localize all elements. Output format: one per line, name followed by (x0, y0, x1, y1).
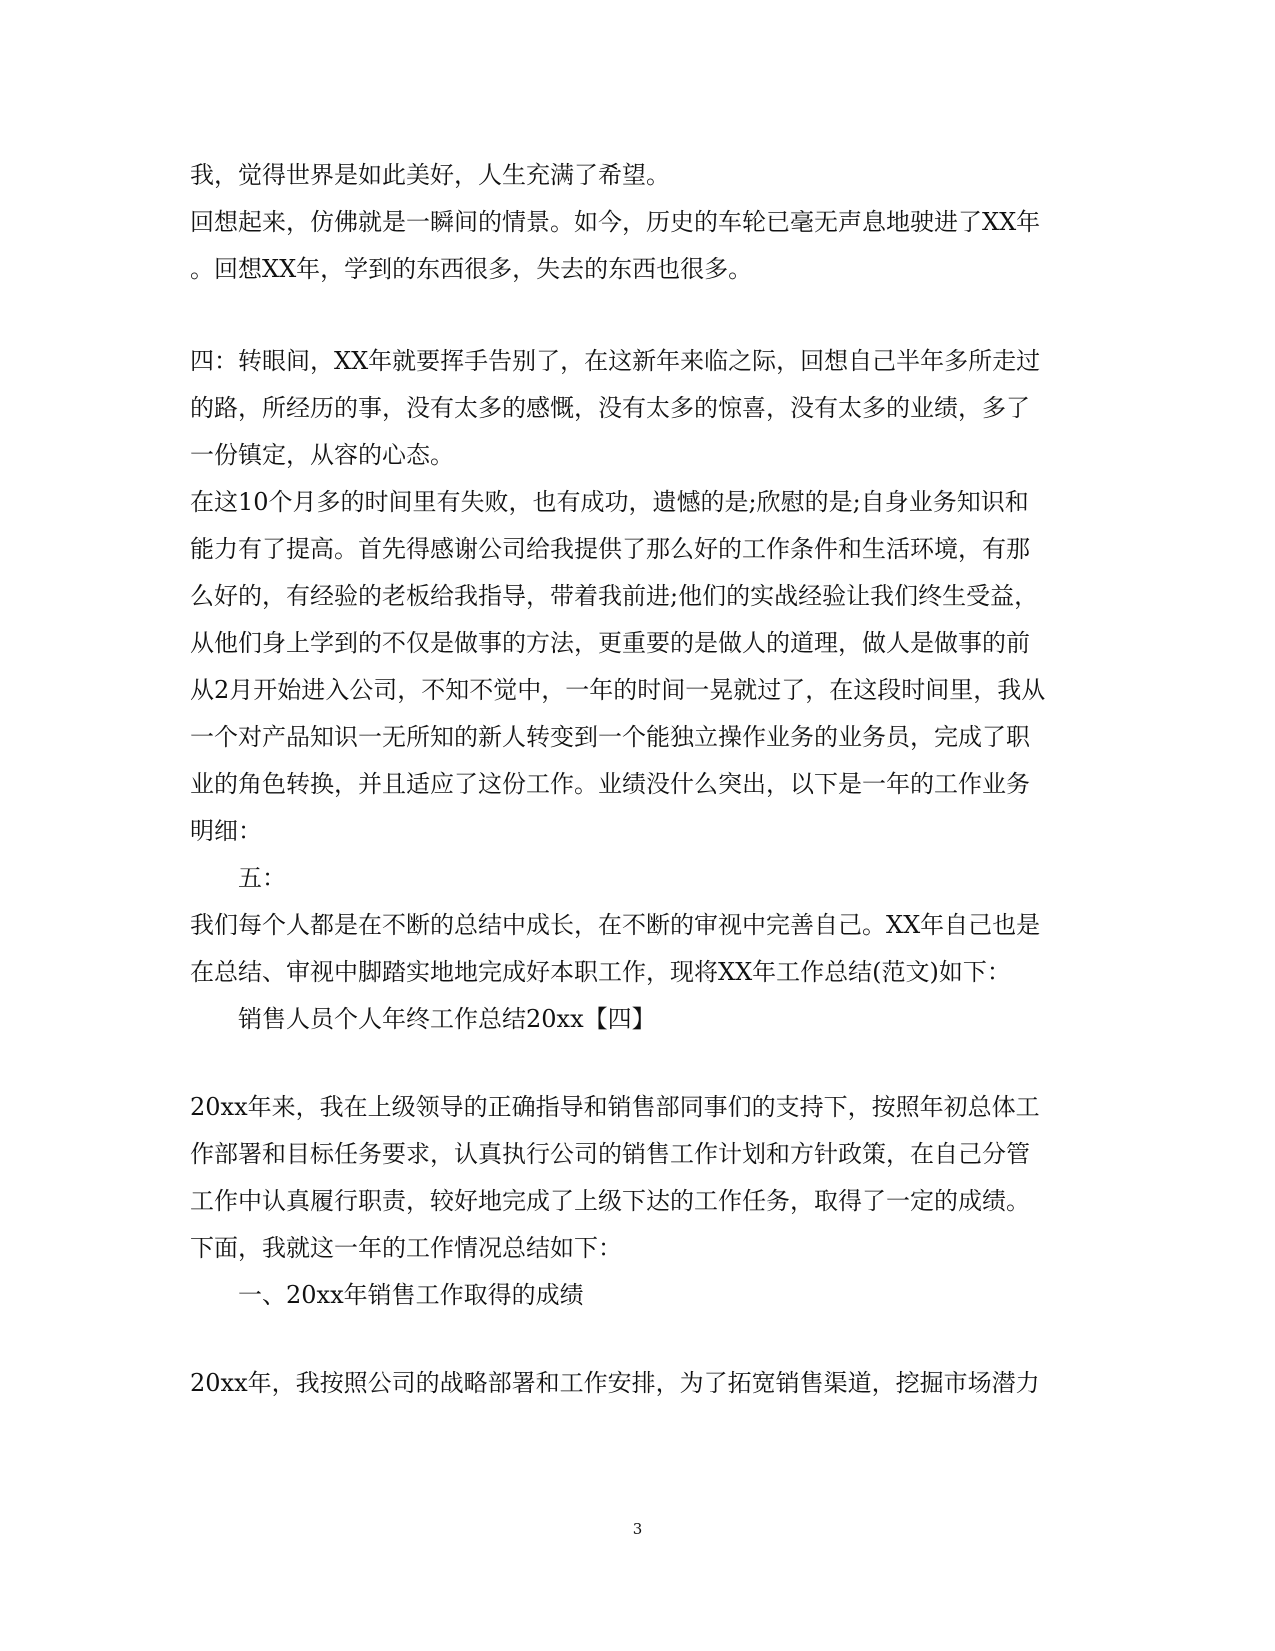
section-heading-5: 五： (238, 864, 286, 892)
text-line: 20xx年，我按照公司的战略部署和工作安排，为了拓宽销售渠道，挖掘市场潜力 (190, 1369, 1040, 1397)
text-line: 一份镇定，从容的心态。 (190, 441, 454, 469)
section-heading-4: 四：转眼间，XX年就要挥手告别了，在这新年来临之际，回想自己半年多所走过 (190, 347, 1041, 375)
page-number: 3 (632, 1520, 643, 1538)
article-title: 销售人员个人年终工作总结20xx【四】 (238, 1005, 656, 1033)
text-line: 能力有了提高。首先得感谢公司给我提供了那么好的工作条件和生活环境，有那 (190, 535, 1030, 563)
text-line: 20xx年来，我在上级领导的正确指导和销售部同事们的支持下，按照年初总体工 (190, 1093, 1040, 1121)
text-line: 一个对产品知识一无所知的新人转变到一个能独立操作业务的业务员，完成了职 (190, 723, 1030, 751)
text-line: 么好的，有经验的老板给我指导，带着我前进;他们的实战经验让我们终生受益， (190, 582, 1039, 610)
text-line: 的路，所经历的事，没有太多的感慨，没有太多的惊喜，没有太多的业绩，多了 (190, 394, 1030, 422)
subsection-heading: 一、20xx年销售工作取得的成绩 (238, 1281, 584, 1309)
text-line: 。回想XX年，学到的东西很多，失去的东西也很多。 (190, 255, 753, 283)
text-line: 我，觉得世界是如此美好，人生充满了希望。 (190, 161, 670, 189)
text-line: 在总结、审视中脚踏实地地完成好本职工作，现将XX年工作总结(范文)如下： (190, 958, 1011, 986)
text-line: 下面，我就这一年的工作情况总结如下： (190, 1234, 622, 1262)
text-line: 明细： (190, 817, 262, 845)
text-line: 工作中认真履行职责，较好地完成了上级下达的工作任务，取得了一定的成绩。 (190, 1187, 1030, 1215)
text-line: 业的角色转换，并且适应了这份工作。业绩没什么突出，以下是一年的工作业务 (190, 770, 1030, 798)
text-line: 在这10个月多的时间里有失败，也有成功，遗憾的是;欣慰的是;自身业务知识和 (190, 488, 1029, 516)
text-line: 回想起来，仿佛就是一瞬间的情景。如今，历史的车轮已毫无声息地驶进了XX年 (190, 208, 1041, 236)
text-line: 我们每个人都是在不断的总结中成长，在不断的审视中完善自己。XX年自己也是 (190, 911, 1041, 939)
text-line: 从他们身上学到的不仅是做事的方法，更重要的是做人的道理，做人是做事的前 (190, 629, 1030, 657)
text-line: 从2月开始进入公司，不知不觉中，一年的时间一晃就过了，在这段时间里，我从 (190, 676, 1046, 704)
text-line: 作部署和目标任务要求，认真执行公司的销售工作计划和方针政策，在自己分管 (190, 1140, 1030, 1168)
